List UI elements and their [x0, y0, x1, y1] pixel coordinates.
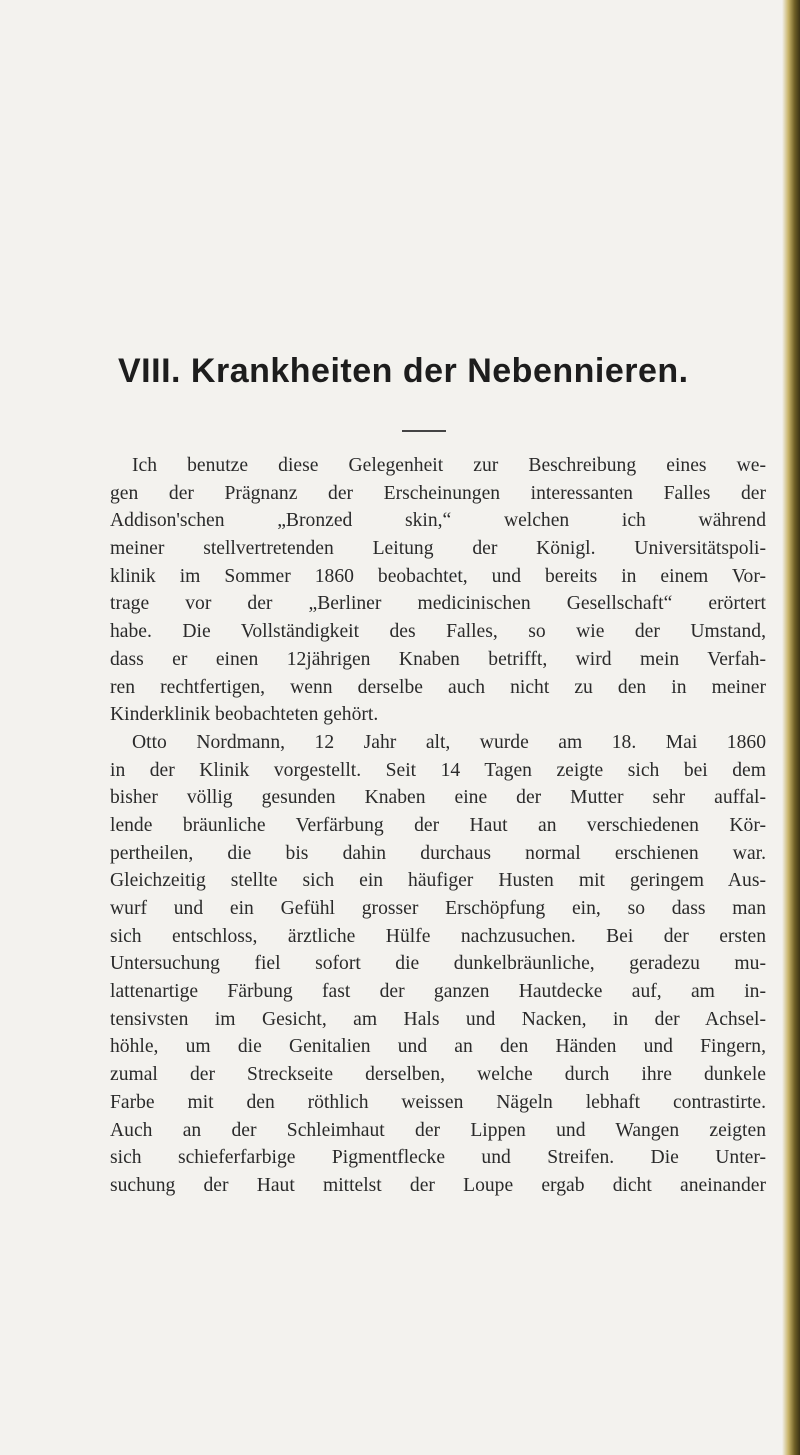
text-line: wurf und ein Gefühl grosser Erschöpfung ein, so dass man: [110, 898, 766, 919]
text-line: dass er einen 12jährigen Knaben betrifft, wird mein Verfah-: [110, 648, 766, 670]
text-line: zumal der Streckseite derselben, welche durch ihre dunkele: [110, 1064, 766, 1086]
text-line: gen der Prägnanz der Erscheinungen interessanten Falles der: [110, 482, 766, 504]
text-line: habe. Die Vollständigkeit des Falles, so wie der Umstand,: [110, 621, 766, 643]
text-line: tensivsten im Gesicht, am Hals und Nacken, in der Achsel-: [110, 1008, 766, 1030]
text-line: sich entschloss, ärztliche Hülfe nachzusuchen. Bei der ersten: [110, 925, 766, 947]
text-line: Untersuchung fiel sofort die dunkelbräunliche, geradezu mu-: [110, 953, 766, 975]
text-line: Addison'schen „Bronzed skin,“ welchen ich während: [110, 510, 766, 532]
text-line: pertheilen, die bis dahin durchaus normal erschienen war.: [110, 842, 766, 864]
heading-divider: [402, 430, 446, 432]
text-line: trage vor der „Berliner medicinischen Gesellschaft“ erörtert: [110, 593, 766, 615]
text-line: meiner stellvertretenden Leitung der Königl. Universitätspoli-: [110, 538, 766, 560]
text-line: suchung der Haut mittelst der Loupe ergab dicht aneinander: [110, 1174, 766, 1196]
chapter-heading: VIII. Krankheiten der Nebennieren.: [118, 352, 689, 390]
text-line: Gleichzeitig stellte sich ein häufiger Husten mit geringem Aus-: [110, 870, 766, 892]
page-edge-shadow: [782, 0, 800, 1455]
text-line: bisher völlig gesunden Knaben eine der Mutter sehr auffal-: [110, 787, 766, 809]
text-line: Ich benutze diese Gelegenheit zur Beschreibung eines we-: [132, 455, 766, 476]
text-line: Auch an der Schleimhaut der Lippen und Wangen zeigten: [110, 1119, 766, 1141]
text-line: in der Klinik vorgestellt. Seit 14 Tagen zeigte sich bei dem: [110, 759, 766, 781]
text-line: höhle, um die Genitalien und an den Händen und Fingern,: [110, 1036, 766, 1058]
text-line: Otto Nordmann, 12 Jahr alt, wurde am 18. Mai 1860: [132, 731, 766, 753]
text-line: klinik im Sommer 1860 beobachtet, und bereits in einem Vor-: [110, 565, 766, 587]
text-line: ren rechtfertigen, wenn derselbe auch nicht zu den in meiner: [110, 676, 766, 698]
text-line: Farbe mit den röthlich weissen Nägeln lebhaft contrastirte.: [110, 1091, 766, 1113]
text-line: sich schieferfarbige Pigmentflecke und Streifen. Die Unter-: [110, 1147, 766, 1169]
text-line: lende bräunliche Verfärbung der Haut an verschiedenen Kör-: [110, 814, 766, 836]
body-text: [110, 452, 766, 1200]
text-line: Kinderklinik beobachteten gehört.: [110, 704, 379, 726]
text-line: lattenartige Färbung fast der ganzen Hautdecke auf, am in-: [110, 981, 766, 1003]
